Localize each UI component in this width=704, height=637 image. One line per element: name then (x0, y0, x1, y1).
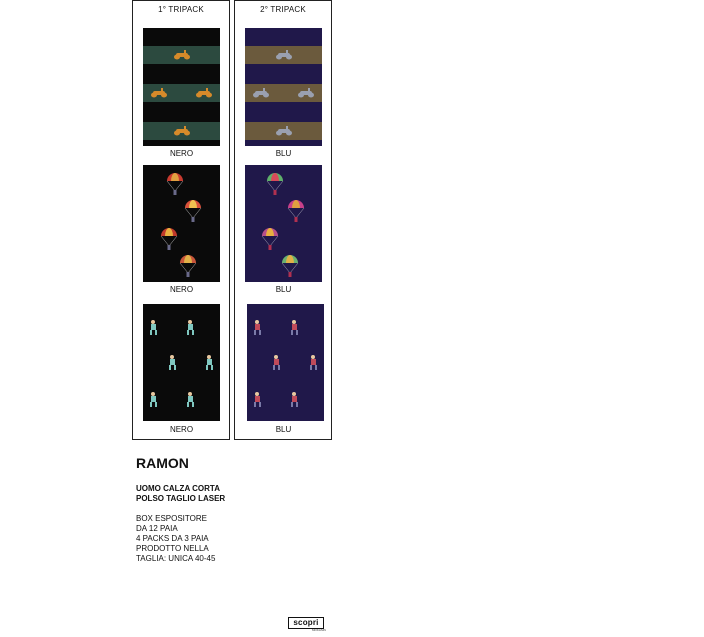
product-subtitle-line: POLSO TAGLIO LASER (136, 494, 226, 503)
sock-swatch-scooter-nero (143, 28, 220, 146)
product-detail-line: DA 12 PAIA (136, 524, 178, 533)
sock-swatch-figures-blu (247, 304, 324, 421)
swatch-caption: BLU (275, 149, 292, 158)
swatch-caption: BLU (275, 425, 292, 434)
product-detail-line: 4 PACKS DA 3 PAIA (136, 534, 209, 543)
sock-swatch-scooter-blu (245, 28, 322, 146)
product-detail-line: PRODOTTO NELLA (136, 544, 209, 553)
product-detail-line: BOX ESPOSITORE (136, 514, 207, 523)
pack-title: 2° TRIPACK (260, 5, 306, 14)
product-subtitle-line: UOMO CALZA CORTA (136, 484, 220, 493)
sock-swatch-parachute-blu (245, 165, 322, 282)
pack-title: 1° TRIPACK (158, 5, 204, 14)
product-name: RAMON (136, 455, 189, 471)
swatch-caption: NERO (169, 285, 194, 294)
product-info (136, 455, 225, 564)
brand-logo: scopri (288, 617, 324, 629)
swatch-caption: NERO (169, 149, 194, 158)
tripack-2-panel (234, 0, 332, 440)
swatch-caption: BLU (275, 285, 292, 294)
sock-swatch-parachute-nero (143, 165, 220, 282)
swatch-caption: NERO (169, 425, 194, 434)
tripack-1-panel (132, 0, 230, 440)
brand-logo-subtext: MOKASIN (312, 628, 326, 632)
product-detail-line: TAGLIA: UNICA 40-45 (136, 554, 216, 563)
sock-swatch-figures-nero (143, 304, 220, 421)
